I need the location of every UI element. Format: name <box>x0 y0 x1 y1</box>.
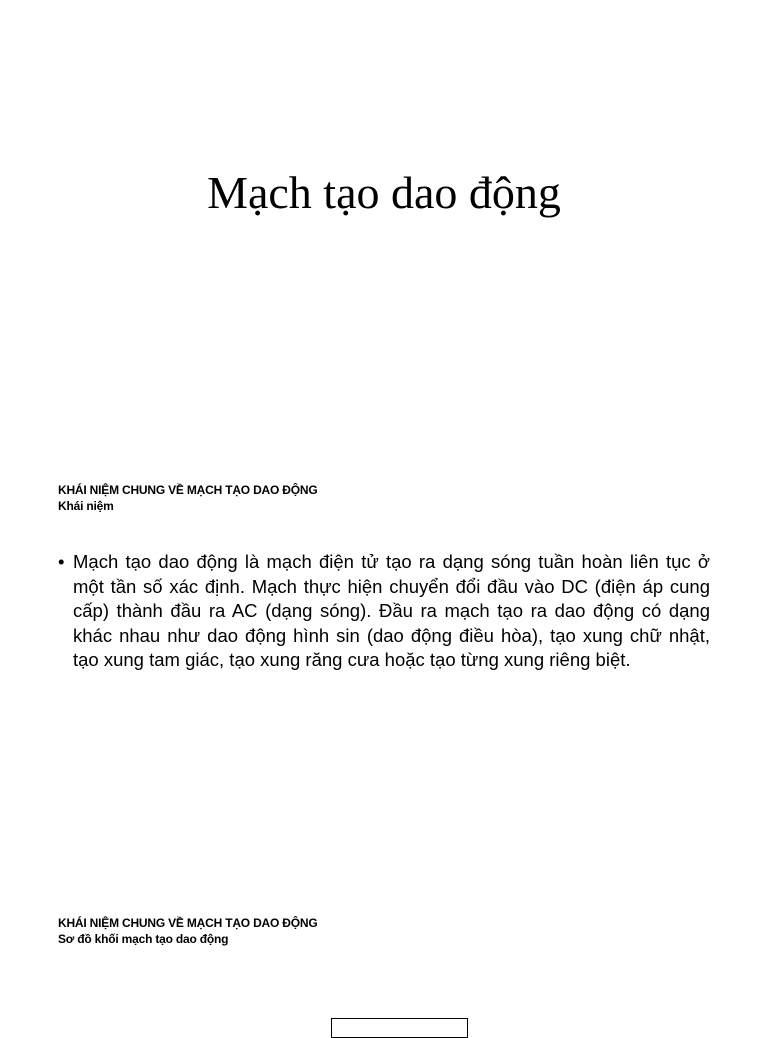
page-title: Mạch tạo dao động <box>207 167 561 218</box>
block-diagram-box <box>331 1018 468 1038</box>
section-header-block-diagram <box>58 915 317 947</box>
section-subtitle: Khái niệm <box>58 499 114 513</box>
section-title: KHÁI NIỆM CHUNG VỀ MẠCH TẠO DAO ĐỘNG <box>58 916 318 930</box>
section-subtitle: Sơ đồ khối mạch tạo dao động <box>58 932 229 946</box>
section-header-concept <box>58 482 317 514</box>
bullet-text: Mạch tạo dao động là mạch điện tử tạo ra dạng sóng tuần hoàn liên tục ở một tần số xác định. Mạch thực hiện chuyển đổi đầu vào DC (điện áp cung cấp) thành đầu ra AC (dạng sóng). Đầu ra mạch tạo ra dao động có dạng khác nhau như dao động hình sin (dao động điều hòa), tạo xung chữ nhật, tạo xung tam giác, tạo xung răng cưa hoặc tạo từng xung riêng biệt. <box>73 551 710 671</box>
bullet-icon: • <box>58 551 65 572</box>
bullet-item <box>58 550 710 673</box>
section-title: KHÁI NIỆM CHUNG VỀ MẠCH TẠO DAO ĐỘNG <box>58 483 318 497</box>
concept-body <box>58 550 710 673</box>
